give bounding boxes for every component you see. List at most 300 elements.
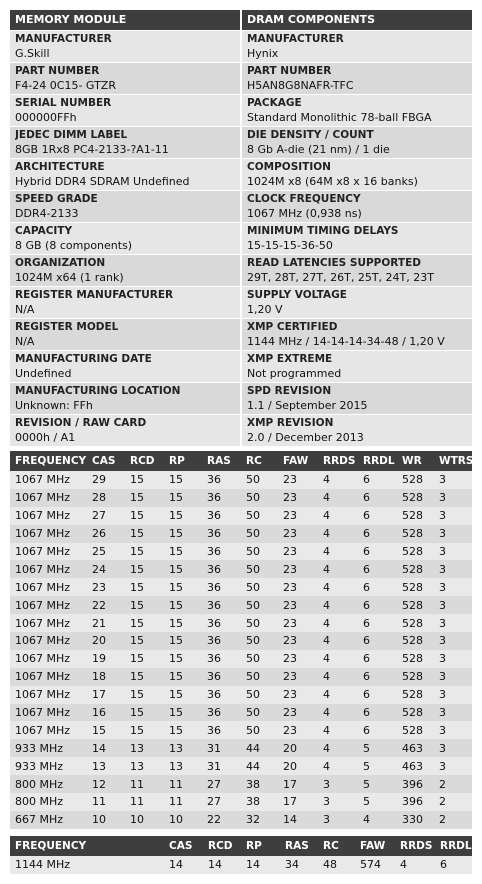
memory-module-field-value: Hybrid DDR4 SDRAM Undefined <box>15 175 190 188</box>
timings-row <box>10 811 472 829</box>
timings-cell: 528 <box>397 596 434 614</box>
dram-component-field <box>242 350 472 382</box>
timings-cell: 50 <box>241 560 278 578</box>
timings-cell: 3 <box>434 668 472 686</box>
timings-cell: 15 <box>125 471 164 489</box>
timings-cell: 1067 MHz <box>10 668 87 686</box>
timings-cell: 15 <box>125 721 164 739</box>
timings-cell: 12 <box>87 775 125 793</box>
xmp-column-header: FAW <box>355 836 395 856</box>
timings-column-header: WR <box>397 451 434 471</box>
timings-cell: 13 <box>125 757 164 775</box>
timings-row <box>10 757 472 775</box>
timings-cell: 36 <box>202 525 241 543</box>
timings-cell: 21 <box>87 614 125 632</box>
timings-row <box>10 614 472 632</box>
timings-cell: 3 <box>434 757 472 775</box>
timings-cell: 23 <box>278 704 318 722</box>
timings-cell: 463 <box>397 739 434 757</box>
timings-cell: 15 <box>164 543 202 561</box>
timings-cell: 5 <box>358 775 397 793</box>
timings-cell: 15 <box>125 543 164 561</box>
timings-cell: 1067 MHz <box>10 507 87 525</box>
timings-cell: 36 <box>202 543 241 561</box>
memory-module-field <box>10 30 240 62</box>
memory-module-field-value: 1024M x64 (1 rank) <box>15 271 124 284</box>
timings-cell: 15 <box>125 686 164 704</box>
timings-column-header: WTRS <box>434 451 472 471</box>
timings-cell: 23 <box>278 578 318 596</box>
timings-cell: 4 <box>318 507 358 525</box>
timings-cell: 36 <box>202 560 241 578</box>
memory-module-field-label: MANUFACTURER <box>15 33 112 45</box>
memory-module-field-label: REGISTER MODEL <box>15 321 119 333</box>
timings-row <box>10 650 472 668</box>
timings-cell: 1067 MHz <box>10 650 87 668</box>
timings-cell: 15 <box>164 560 202 578</box>
timings-cell: 3 <box>434 686 472 704</box>
memory-module-field-label: REGISTER MANUFACTURER <box>15 289 174 301</box>
xmp-column-header <box>87 836 164 856</box>
dram-component-field-value: Not programmed <box>247 367 342 380</box>
timings-cell: 36 <box>202 721 241 739</box>
timings-cell: 3 <box>318 775 358 793</box>
timings-cell: 528 <box>397 543 434 561</box>
timings-cell: 15 <box>164 489 202 507</box>
timings-cell: 15 <box>125 578 164 596</box>
timings-cell: 4 <box>318 704 358 722</box>
xmp-header-row <box>10 836 472 856</box>
timings-cell: 528 <box>397 578 434 596</box>
xmp-column-header: RAS <box>280 836 318 856</box>
timings-cell: 6 <box>358 471 397 489</box>
timings-cell: 6 <box>358 668 397 686</box>
dram-component-field <box>242 414 472 446</box>
timings-cell: 4 <box>318 525 358 543</box>
timings-cell: 4 <box>318 596 358 614</box>
timings-cell: 396 <box>397 793 434 811</box>
timings-row <box>10 668 472 686</box>
xmp-row <box>10 856 472 874</box>
timings-cell: 4 <box>318 560 358 578</box>
timings-cell: 50 <box>241 578 278 596</box>
timings-cell: 1067 MHz <box>10 578 87 596</box>
timings-cell: 667 MHz <box>10 811 87 829</box>
dram-component-field <box>242 286 472 318</box>
timings-cell: 528 <box>397 721 434 739</box>
memory-module-field <box>10 126 240 158</box>
timings-cell: 15 <box>125 668 164 686</box>
timings-cell: 23 <box>278 650 318 668</box>
xmp-column-header: RRDL <box>435 836 472 856</box>
timings-cell: 23 <box>278 507 318 525</box>
timings-cell: 23 <box>278 721 318 739</box>
timings-column-header: FREQUENCY <box>10 451 87 471</box>
xmp-column-header: RRDS <box>395 836 435 856</box>
timings-cell: 1067 MHz <box>10 596 87 614</box>
timings-cell: 50 <box>241 704 278 722</box>
timings-cell: 4 <box>318 632 358 650</box>
timings-cell: 36 <box>202 614 241 632</box>
timings-cell: 15 <box>125 560 164 578</box>
timings-cell: 6 <box>358 543 397 561</box>
timings-cell: 15 <box>164 471 202 489</box>
timings-cell: 15 <box>125 525 164 543</box>
timings-cell: 10 <box>164 811 202 829</box>
xmp-cell: 34 <box>280 856 318 874</box>
timings-cell: 36 <box>202 489 241 507</box>
dram-component-field-label: SPD REVISION <box>247 385 332 397</box>
timings-cell: 50 <box>241 525 278 543</box>
timings-cell: 15 <box>164 704 202 722</box>
timings-cell: 3 <box>434 471 472 489</box>
memory-module-field-label: SERIAL NUMBER <box>15 97 112 109</box>
timings-cell: 15 <box>164 668 202 686</box>
timings-cell: 15 <box>125 650 164 668</box>
xmp-cell: 1144 MHz <box>10 856 87 874</box>
timings-cell: 6 <box>358 650 397 668</box>
timings-cell: 15 <box>164 721 202 739</box>
timings-cell: 3 <box>434 650 472 668</box>
timings-column-header: RC <box>241 451 278 471</box>
memory-module-field-label: REVISION / RAW CARD <box>15 417 147 429</box>
timings-cell: 23 <box>278 543 318 561</box>
timings-row <box>10 489 472 507</box>
dram-component-field-label: MINIMUM TIMING DELAYS <box>247 225 399 237</box>
timings-cell: 5 <box>358 739 397 757</box>
timings-cell: 528 <box>397 507 434 525</box>
timings-cell: 15 <box>164 650 202 668</box>
xmp-column-header: FREQUENCY <box>10 836 87 856</box>
timings-cell: 13 <box>87 757 125 775</box>
dram-component-field-value: 2.0 / December 2013 <box>247 431 364 444</box>
dram-component-field <box>242 94 472 126</box>
memory-module-field-label: SPEED GRADE <box>15 193 98 205</box>
memory-module-field-label: ORGANIZATION <box>15 257 106 269</box>
timings-cell: 23 <box>278 686 318 704</box>
timings-cell: 15 <box>125 704 164 722</box>
timings-column-header: RCD <box>125 451 164 471</box>
timings-cell: 528 <box>397 650 434 668</box>
timings-cell: 23 <box>278 668 318 686</box>
memory-module-column <box>10 10 240 446</box>
timings-cell: 38 <box>241 793 278 811</box>
timings-cell: 17 <box>87 686 125 704</box>
timings-cell: 4 <box>318 686 358 704</box>
timings-cell: 15 <box>164 686 202 704</box>
timings-cell: 15 <box>164 596 202 614</box>
memory-module-field-label: CAPACITY <box>15 225 73 237</box>
timings-cell: 27 <box>87 507 125 525</box>
timings-cell: 36 <box>202 668 241 686</box>
timings-cell: 11 <box>125 775 164 793</box>
timings-cell: 20 <box>87 632 125 650</box>
memory-module-field-value: Unknown: FFh <box>15 399 93 412</box>
timings-cell: 36 <box>202 507 241 525</box>
xmp-cell <box>87 856 164 874</box>
memory-module-field-label: ARCHITECTURE <box>15 161 105 173</box>
timings-cell: 50 <box>241 507 278 525</box>
timings-cell: 528 <box>397 560 434 578</box>
timings-cell: 50 <box>241 686 278 704</box>
timings-cell: 6 <box>358 686 397 704</box>
memory-module-field <box>10 286 240 318</box>
memory-module-field-label: MANUFACTURING LOCATION <box>15 385 181 397</box>
timings-cell: 50 <box>241 596 278 614</box>
timings-cell: 3 <box>434 596 472 614</box>
timings-cell: 15 <box>164 578 202 596</box>
dram-component-field-value: 1,20 V <box>247 303 283 316</box>
timings-row <box>10 596 472 614</box>
xmp-cell: 574 <box>355 856 395 874</box>
timings-cell: 528 <box>397 686 434 704</box>
timings-cell: 22 <box>87 596 125 614</box>
timings-cell: 6 <box>358 721 397 739</box>
timings-cell: 36 <box>202 471 241 489</box>
timings-cell: 3 <box>434 507 472 525</box>
memory-module-header: MEMORY MODULE <box>10 10 240 30</box>
xmp-cell: 14 <box>164 856 203 874</box>
timings-column-header: FAW <box>278 451 318 471</box>
timings-cell: 528 <box>397 471 434 489</box>
memory-module-field-value: G.Skill <box>15 47 50 60</box>
timings-cell: 3 <box>434 704 472 722</box>
timings-cell: 22 <box>202 811 241 829</box>
timings-row <box>10 578 472 596</box>
xmp-column-header: RC <box>318 836 355 856</box>
timings-cell: 1067 MHz <box>10 686 87 704</box>
timings-cell: 17 <box>278 793 318 811</box>
dram-component-field <box>242 126 472 158</box>
timings-cell: 4 <box>318 614 358 632</box>
timings-cell: 5 <box>358 757 397 775</box>
memory-module-field-label: MANUFACTURING DATE <box>15 353 152 365</box>
memory-module-field <box>10 222 240 254</box>
memory-module-field <box>10 158 240 190</box>
memory-module-field-label: JEDEC DIMM LABEL <box>15 129 128 141</box>
timings-cell: 933 MHz <box>10 739 87 757</box>
timings-cell: 3 <box>434 721 472 739</box>
timings-cell: 17 <box>278 775 318 793</box>
timings-cell: 6 <box>358 578 397 596</box>
timings-cell: 13 <box>164 757 202 775</box>
memory-module-field-value: 8GB 1Rx8 PC4-2133-?A1-11 <box>15 143 169 156</box>
timings-cell: 4 <box>318 668 358 686</box>
timings-cell: 1067 MHz <box>10 525 87 543</box>
timings-cell: 2 <box>434 811 472 829</box>
timings-cell: 3 <box>434 614 472 632</box>
dram-component-field-value: H5AN8G8NAFR-TFC <box>247 79 354 92</box>
xmp-timings-table <box>10 836 472 874</box>
timings-cell: 528 <box>397 632 434 650</box>
dram-component-field <box>242 222 472 254</box>
dram-component-field-value: Standard Monolithic 78-ball FBGA <box>247 111 432 124</box>
timings-cell: 23 <box>278 596 318 614</box>
timings-cell: 4 <box>318 489 358 507</box>
xmp-column-header: RCD <box>203 836 241 856</box>
timings-cell: 23 <box>278 560 318 578</box>
timings-row <box>10 793 472 811</box>
timings-row <box>10 686 472 704</box>
timings-cell: 1067 MHz <box>10 632 87 650</box>
dram-component-field <box>242 158 472 190</box>
dram-component-field-label: READ LATENCIES SUPPORTED <box>247 257 421 269</box>
timings-cell: 4 <box>318 721 358 739</box>
timings-cell: 38 <box>241 775 278 793</box>
timings-cell: 15 <box>125 596 164 614</box>
memory-module-field-value: N/A <box>15 335 35 348</box>
timings-cell: 23 <box>278 614 318 632</box>
xmp-column-header: RP <box>241 836 280 856</box>
timings-row <box>10 507 472 525</box>
memory-module-field-value: N/A <box>15 303 35 316</box>
timings-cell: 1067 MHz <box>10 614 87 632</box>
timings-cell: 18 <box>87 668 125 686</box>
timings-row <box>10 775 472 793</box>
timings-cell: 396 <box>397 775 434 793</box>
timings-column-header: RP <box>164 451 202 471</box>
timings-row <box>10 525 472 543</box>
timings-cell: 31 <box>202 757 241 775</box>
timings-row <box>10 471 472 489</box>
timings-cell: 4 <box>318 543 358 561</box>
memory-module-field <box>10 190 240 222</box>
dram-component-field-label: XMP EXTREME <box>247 353 333 365</box>
timings-cell: 19 <box>87 650 125 668</box>
timings-cell: 15 <box>164 632 202 650</box>
timings-header-row <box>10 451 472 471</box>
dram-component-field-label: PACKAGE <box>247 97 302 109</box>
timings-cell: 26 <box>87 525 125 543</box>
timings-cell: 4 <box>318 578 358 596</box>
xmp-cell: 4 <box>395 856 435 874</box>
timings-cell: 15 <box>125 632 164 650</box>
dram-component-field <box>242 382 472 414</box>
timings-cell: 14 <box>278 811 318 829</box>
dram-component-field-label: SUPPLY VOLTAGE <box>247 289 347 301</box>
timings-cell: 528 <box>397 668 434 686</box>
timings-cell: 50 <box>241 632 278 650</box>
memory-module-field-value: 8 GB (8 components) <box>15 239 133 252</box>
timings-cell: 800 MHz <box>10 793 87 811</box>
dram-component-field <box>242 190 472 222</box>
timings-cell: 15 <box>87 721 125 739</box>
timings-cell: 44 <box>241 739 278 757</box>
dram-component-field-value: 15-15-15-36-50 <box>247 239 333 252</box>
timings-column-header: RRDL <box>358 451 397 471</box>
memory-module-field <box>10 254 240 286</box>
memory-module-field-value: Undefined <box>15 367 72 380</box>
memory-module-field <box>10 382 240 414</box>
timings-cell: 23 <box>278 525 318 543</box>
timings-cell: 11 <box>87 793 125 811</box>
timings-cell: 3 <box>434 632 472 650</box>
dram-components-column <box>242 10 472 446</box>
timings-cell: 463 <box>397 757 434 775</box>
memory-module-field <box>10 62 240 94</box>
timings-cell: 2 <box>434 793 472 811</box>
dram-component-field <box>242 254 472 286</box>
memory-module-field <box>10 318 240 350</box>
memory-module-field-label: PART NUMBER <box>15 65 100 77</box>
timings-cell: 25 <box>87 543 125 561</box>
xmp-cell: 6 <box>435 856 472 874</box>
timings-cell: 36 <box>202 578 241 596</box>
timings-cell: 11 <box>164 793 202 811</box>
timings-cell: 10 <box>87 811 125 829</box>
timings-cell: 15 <box>125 614 164 632</box>
dram-component-field-value: 1144 MHz / 14-14-14-34-48 / 1,20 V <box>247 335 445 348</box>
timings-cell: 36 <box>202 632 241 650</box>
timings-cell: 31 <box>202 739 241 757</box>
timings-cell: 3 <box>318 811 358 829</box>
timings-cell: 50 <box>241 471 278 489</box>
timings-cell: 3 <box>434 578 472 596</box>
timings-column-header: RRDS <box>318 451 358 471</box>
dram-component-field-value: 1067 MHz (0,938 ns) <box>247 207 362 220</box>
dram-component-field <box>242 62 472 94</box>
timings-cell: 36 <box>202 650 241 668</box>
timings-cell: 50 <box>241 489 278 507</box>
timings-cell: 330 <box>397 811 434 829</box>
timings-cell: 4 <box>318 650 358 668</box>
timings-cell: 6 <box>358 632 397 650</box>
timings-cell: 13 <box>125 739 164 757</box>
timings-cell: 3 <box>434 525 472 543</box>
timings-cell: 1067 MHz <box>10 704 87 722</box>
timings-cell: 3 <box>318 793 358 811</box>
timings-cell: 20 <box>278 757 318 775</box>
timings-cell: 528 <box>397 525 434 543</box>
timings-cell: 3 <box>434 489 472 507</box>
dram-component-field <box>242 30 472 62</box>
dram-component-field-value: Hynix <box>247 47 279 60</box>
timings-cell: 3 <box>434 739 472 757</box>
xmp-cell: 48 <box>318 856 355 874</box>
timings-row <box>10 721 472 739</box>
timings-cell: 15 <box>164 614 202 632</box>
timings-cell: 50 <box>241 721 278 739</box>
timings-cell: 16 <box>87 704 125 722</box>
dram-component-field-label: PART NUMBER <box>247 65 332 77</box>
timings-cell: 6 <box>358 704 397 722</box>
timings-row <box>10 543 472 561</box>
timings-cell: 6 <box>358 560 397 578</box>
timings-cell: 23 <box>278 632 318 650</box>
timings-cell: 29 <box>87 471 125 489</box>
xmp-cell: 14 <box>241 856 280 874</box>
timings-cell: 2 <box>434 775 472 793</box>
timings-cell: 50 <box>241 543 278 561</box>
memory-module-field-value: F4-24 0C15- GTZR <box>15 79 116 92</box>
memory-module-field-value: 0000h / A1 <box>15 431 76 444</box>
timings-cell: 6 <box>358 596 397 614</box>
memory-module-field-value: DDR4-2133 <box>15 207 79 220</box>
timings-cell: 528 <box>397 614 434 632</box>
timings-cell: 14 <box>87 739 125 757</box>
timings-cell: 23 <box>87 578 125 596</box>
timings-cell: 15 <box>164 525 202 543</box>
timings-row <box>10 739 472 757</box>
timings-cell: 3 <box>434 560 472 578</box>
timings-row <box>10 560 472 578</box>
dram-component-field-label: DIE DENSITY / COUNT <box>247 129 374 141</box>
timings-column-header: CAS <box>87 451 125 471</box>
memory-module-field <box>10 94 240 126</box>
timings-cell: 800 MHz <box>10 775 87 793</box>
timings-row <box>10 632 472 650</box>
dram-component-field <box>242 318 472 350</box>
